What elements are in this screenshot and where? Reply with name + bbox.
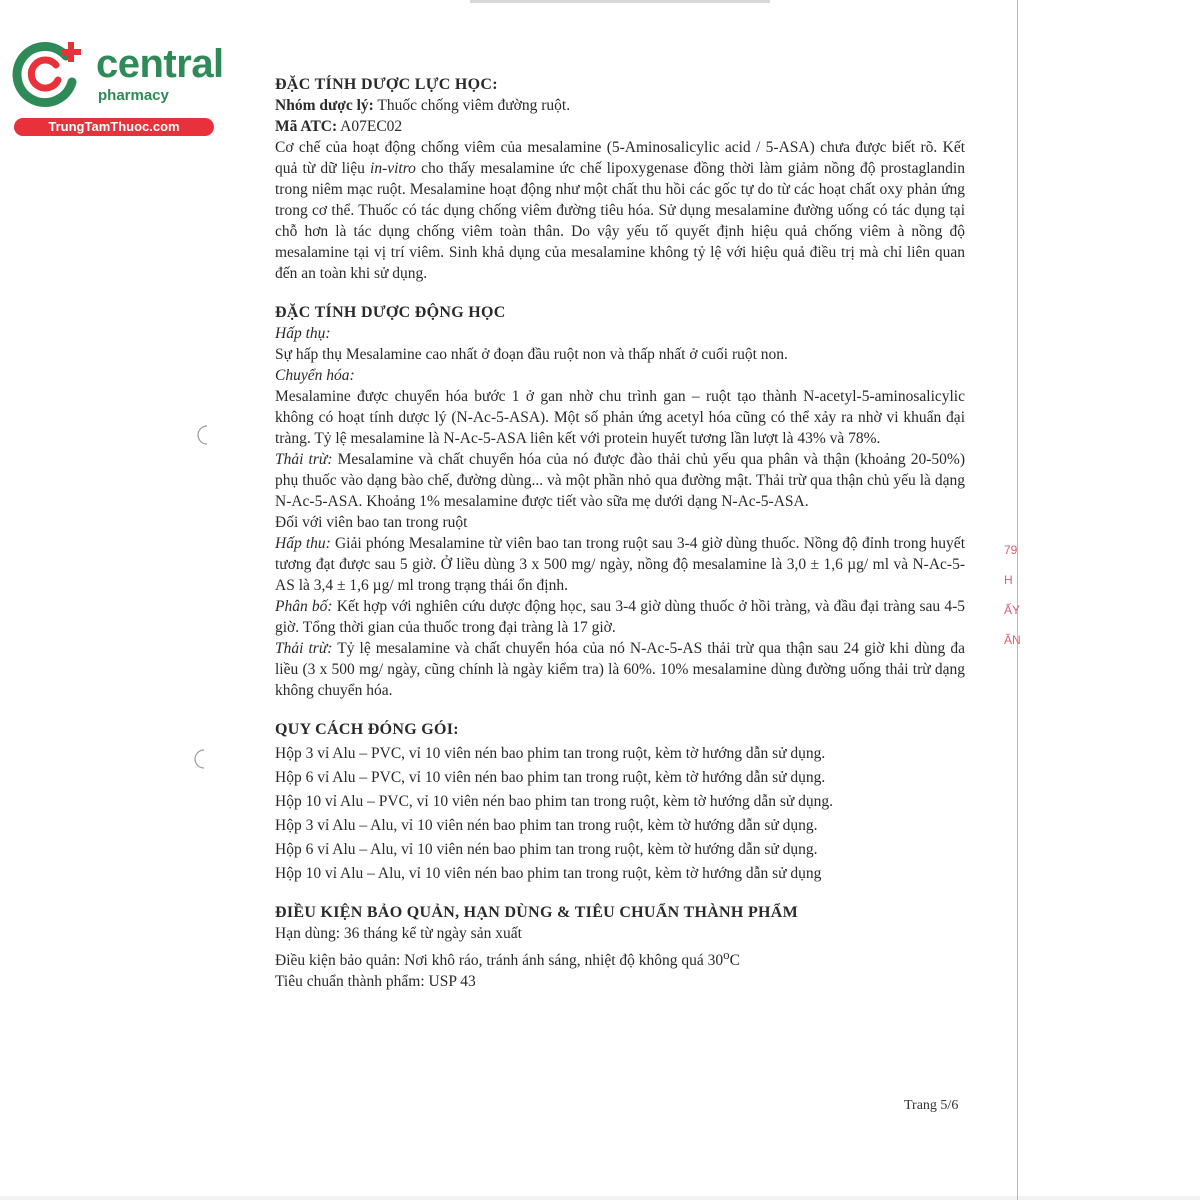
scan-bottom-edge [0, 1196, 1200, 1200]
page-number: Trang 5/6 [904, 1098, 959, 1113]
document-body [275, 74, 965, 992]
distribution-paragraph [275, 596, 965, 638]
section-heading: ĐẶC TÍNH DƯỢC ĐỘNG HỌC [275, 304, 506, 321]
metabolism-text: Mesalamine được chuyển hóa bước 1 ở gan nhờ chu trình gan – ruột tạo thành N-acetyl-5-aminosalicylic không có hoạt tính dược lý (N-Ac-5-ASA). Một số phản ứng acetyl hóa cũng có thể xảy ra nhờ vi khuẩn đại tràng. Tỷ lệ mesalamine là N-Ac-5-ASA liên kết với protein huyết tương lần lượt là 43% và 78%. [275, 388, 965, 447]
enteric-elimination-paragraph [275, 638, 965, 701]
product-standard: Tiêu chuẩn thành phẩm: USP 43 [275, 973, 476, 991]
packaging-item: Hộp 3 vỉ Alu – Alu, vỉ 10 viên nén bao phim tan trong ruột, kèm tờ hướng dẫn sử dụng. [275, 817, 818, 834]
punch-hole-mark [196, 424, 210, 446]
pharmacokinetics-section [275, 302, 965, 701]
subsection-title: Hấp thu: [275, 535, 331, 552]
absorption-text: Sự hấp thụ Mesalamine cao nhất ở đoạn đầu ruột non và thấp nhất ở cuối ruột non. [275, 346, 788, 363]
atc-code [275, 116, 965, 137]
section-heading: ĐẶC TÍNH DƯỢC LỰC HỌC: [275, 76, 498, 93]
logo-url-banner: TrungTamThuoc.com [14, 118, 214, 136]
conditions-text: Điều kiện bảo quản: Nơi khô ráo, tránh ánh sáng, nhiệt độ không quá 30 [275, 952, 724, 970]
pharmacodynamics-section [275, 74, 965, 284]
enteric-coated-title: Đối với viên bao tan trong ruột [275, 514, 468, 531]
shelf-life: Hạn dùng: 36 tháng kể từ ngày sản xuất [275, 925, 522, 942]
scan-top-edge [470, 0, 770, 3]
section-heading: QUY CÁCH ĐÓNG GÓI: [275, 721, 459, 738]
field-label: Nhóm dược lý: [275, 97, 374, 114]
mechanism-paragraph [275, 137, 965, 284]
section-heading: ĐIỀU KIỆN BẢO QUẢN, HẠN DÙNG & TIÊU CHUẨN THÀNH PHẨM [275, 904, 799, 921]
elimination-paragraph [275, 449, 965, 512]
storage-section [275, 902, 965, 992]
degree-symbol: o [723, 947, 730, 962]
field-value: Thuốc chống viêm đường ruột. [373, 97, 571, 114]
packaging-section [275, 719, 965, 884]
packaging-item: Hộp 10 vỉ Alu – Alu, vỉ 10 viên nén bao phim tan trong ruột, kèm tờ hướng dẫn sử dụng [275, 865, 822, 882]
packaging-item: Hộp 3 vỉ Alu – PVC, vỉ 10 viên nén bao phim tan trong ruột, kèm tờ hướng dẫn sử dụng. [275, 745, 826, 762]
paragraph-text: Kết hợp với nghiên cứu dược động học, sau 3-4 giờ dùng thuốc ở hồi tràng, và đầu đại tràng sau 4-5 giờ. Tổng thời gian của thuốc trong đại tràng là 17 giờ. [275, 598, 965, 636]
paragraph-text: cho thấy mesalamine ức chế lipoxygenase đồng thời làm giảm nồng độ prostaglandin trong niêm mạc ruột. Mesalamine hoạt động như một chất thu hồi các gốc tự do từ các hoạt chất oxy phản ứng trong cơ thể. Thuốc có tác dụng chống viêm đường tiêu hóa. Sử dụng mesalamine đường uống có tác dụng tại chỗ hơn là tác dụng chống viêm toàn thân. Do vậy yếu tố quyết định hiệu quả chống viêm à nồng độ mesalamine tại vị trí viêm. Sinh khả dụng của mesalamine không tỷ lệ với hiệu quả điều trị mà chỉ liên quan đến an toàn khi sử dụng. [275, 160, 965, 282]
field-value: A07EC02 [337, 118, 403, 135]
pharmacy-cross-icon [10, 38, 90, 108]
packaging-item: Hộp 6 vỉ Alu – Alu, vỉ 10 viên nén bao phim tan trong ruột, kèm tờ hướng dẫn sử dụng. [275, 841, 818, 858]
paragraph-text: Tỷ lệ mesalamine và chất chuyển hóa của nó N-Ac-5-AS thải trừ qua thận sau 24 giờ khi dùng đa liều (3 x 500 mg/ ngày, cũng chính là ngày kiểm tra) là 60%. 10% mesalamine dùng đường uống thải trừ dạng không chuyển hóa. [275, 640, 965, 699]
temperature-unit: C [729, 952, 740, 970]
paragraph-text: Mesalamine và chất chuyển hóa của nó được đào thải chủ yếu qua phân và thận (khoảng 20-50%) phụ thuốc vào dạng bào chế, đường dùng... và một phần nhỏ qua đường mật. Thải trừ qua thận chủ yếu là dạng N-Ac-5-ASA. Khoảng 1% mesalamine được tiết vào sữa mẹ dưới dạng N-Ac-5-ASA. [275, 451, 965, 510]
italic-term: in-vitro [370, 160, 416, 177]
field-label: Mã ATC: [275, 118, 338, 135]
paragraph-text: Cơ chế của hoạt động chống viêm của mesalamine (5-Aminosalicylic acid / 5-ASA) chưa được biết rõ. Kết quả từ dữ liệu [275, 139, 965, 177]
subsection-title: Chuyển hóa: [275, 367, 355, 384]
subsection-title: Hấp thụ: [275, 325, 331, 342]
packaging-item: Hộp 10 vỉ Alu – PVC, vỉ 10 viên nén bao phim tan trong ruột, kèm tờ hướng dẫn sử dụng. [275, 793, 834, 810]
subsection-title: Phân bố: [275, 598, 333, 615]
central-pharmacy-logo [10, 38, 224, 138]
pharmacological-group [275, 95, 965, 116]
paragraph-text: Giải phóng Mesalamine từ viên bao tan trong ruột sau 3-4 giờ dùng thuốc. Nồng độ đỉnh trong huyết tương đạt được sau 5 giờ. Ở liều dùng 3 x 500 mg/ ngày, nồng độ mesalamine là 3,0 ± 1,6 µg/ ml và N-Ac-5-AS là 3,4 ± 1,6 µg/ ml trong trạng thái ổn định. [275, 535, 965, 594]
punch-hole-mark [193, 748, 207, 770]
logo-name: central [96, 42, 224, 86]
logo-subtitle: pharmacy [98, 87, 169, 104]
subsection-title: Thải trừ: [275, 451, 333, 468]
subsection-title: Thải trừ: [275, 640, 333, 657]
red-stamp-fragment: 79 H ẤY ĂN [1004, 543, 1021, 647]
storage-conditions [275, 944, 965, 971]
enteric-absorption-paragraph [275, 533, 965, 596]
packaging-item: Hộp 6 vỉ Alu – PVC, vỉ 10 viên nén bao phim tan trong ruột, kèm tờ hướng dẫn sử dụng. [275, 769, 826, 786]
